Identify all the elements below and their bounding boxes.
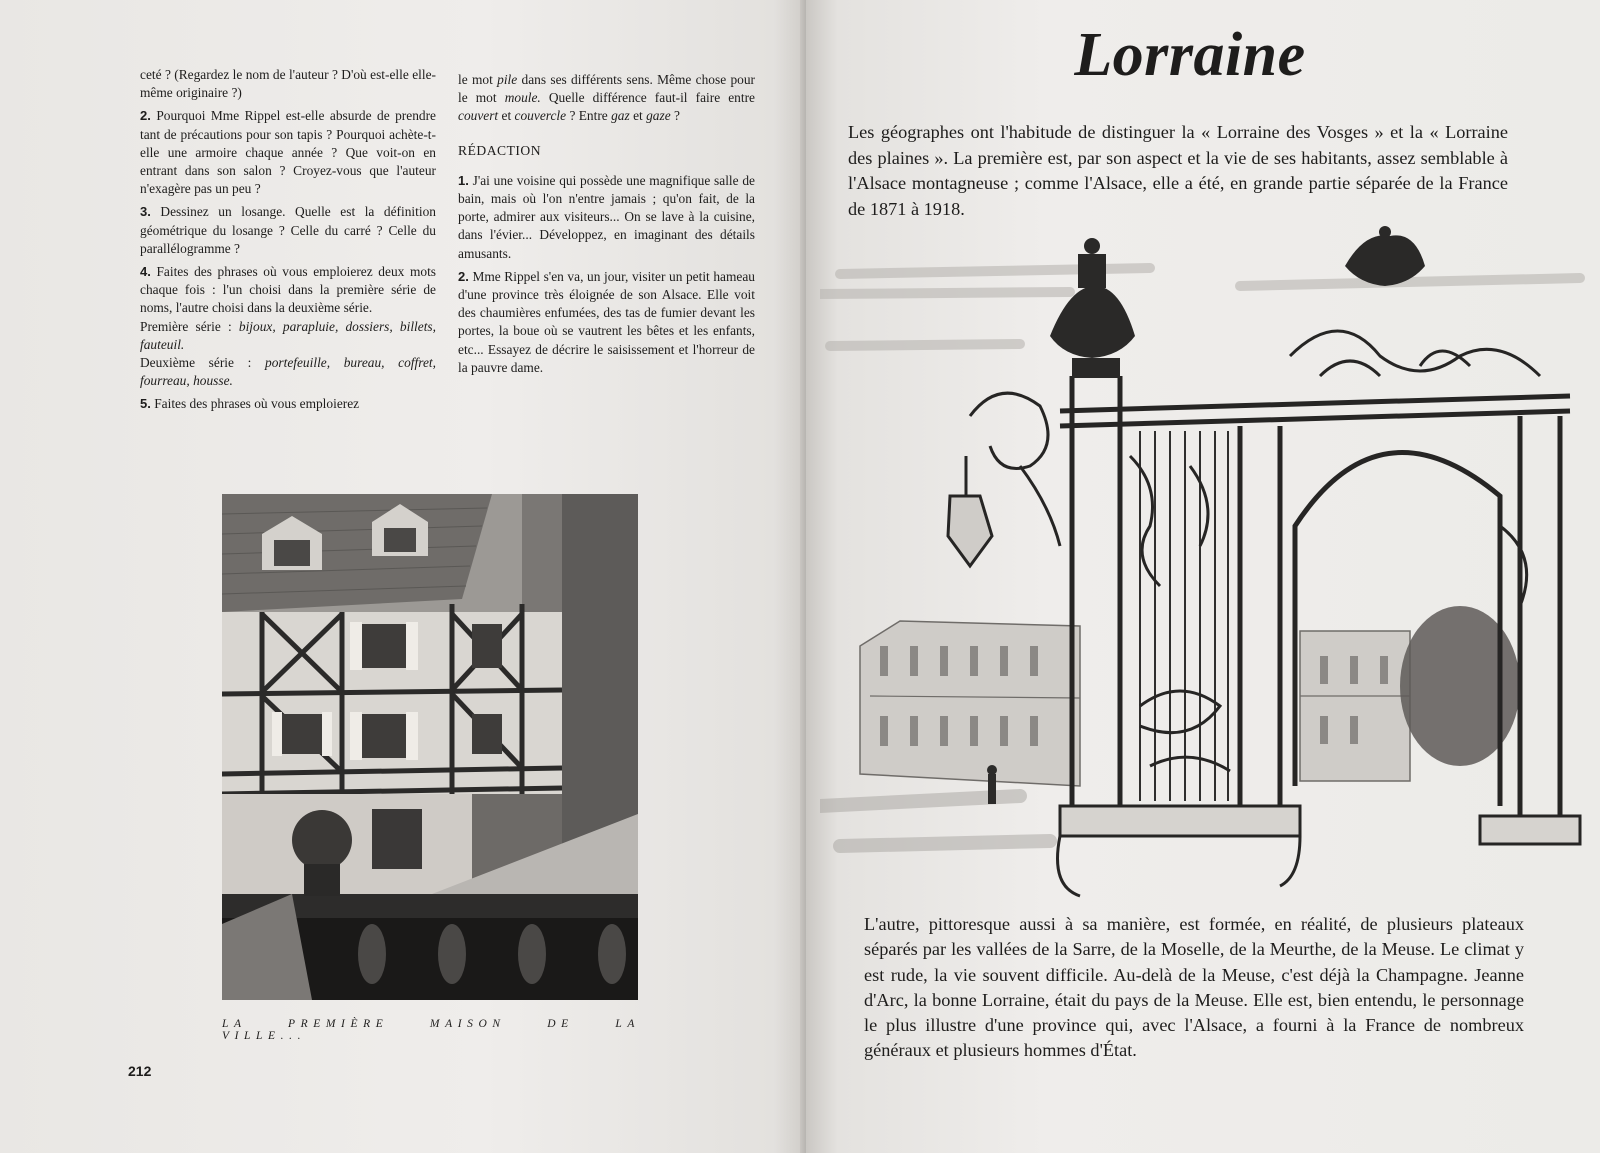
question-text: Faites des phrases où vous emploierez deux mots chaque fois : l'un choisi dans la première série de noms, l'autre choisi dans la deuxième série.: [140, 264, 436, 316]
half-timbered-house-photo: [222, 494, 638, 1000]
text-run: et: [501, 108, 512, 124]
question-number: 3.: [140, 204, 151, 220]
question-text: Faites des phrases où vous emploierez: [154, 396, 360, 412]
word-pile: pile: [497, 72, 518, 87]
redaction-heading: RÉDACTION: [458, 142, 542, 158]
series-label: Deuxième série :: [140, 355, 252, 371]
item-number: 1.: [458, 172, 469, 188]
exercise-column-left: [140, 66, 436, 419]
exercise-question-5: [140, 395, 436, 413]
body-paragraph: L'autre, pittoresque aussi à sa manière, est formée, en réalité, de plusieurs plateaux séparés par les vallées de la Sarre, de la Moselle, de la Meurthe, de la Meuse. Le climat y est rude, la vie souvent difficile. Au-delà de la Meuse, c'est déjà la Champagne. Jeanne d'Arc, la bonne Lorraine, était du pays de la Meuse. Elle est, bien entendu, le personnage le plus illustre d'une province qui, avec l'Alsace, a fourni à la France de nombreux généraux et plusieurs hommes d'État.: [864, 914, 1524, 1061]
text-run: le mot: [458, 72, 493, 87]
item-number: 2.: [458, 268, 469, 284]
series-one: [140, 318, 436, 354]
place-stanislas-gate-illustration: [820, 226, 1600, 926]
word-couvert: couvert: [458, 108, 499, 124]
exercise-text: ceté ? (Regardez le nom de l'auteur ? D'où est-elle elle-même originaire ?): [140, 67, 436, 101]
series-two: [140, 354, 436, 390]
redaction-item-1: [458, 172, 755, 263]
series-label: Première série :: [140, 318, 232, 334]
series-words: portefeuille, bureau, coffret, fourreau, housse.: [140, 355, 436, 389]
exercise-continuation: [458, 71, 755, 126]
exercise-question-3: [140, 203, 436, 258]
chapter-title: Lorraine: [1074, 21, 1306, 89]
text-run: ? Entre: [569, 108, 608, 124]
question-number: 5.: [140, 396, 151, 412]
text-run: dans ses différents sens. Même chose pour le mot: [458, 72, 755, 106]
word-gaze: gaze: [646, 108, 671, 124]
question-number: 2.: [140, 108, 151, 124]
exercise-question-4: [140, 263, 436, 318]
series-words: bijoux, parapluie, dossiers, billets, fauteuil.: [140, 318, 436, 352]
question-text: Pourquoi Mme Rippel est-elle absurde de prendre tant de précautions pour son tapis ? Pourquoi achète-t-elle une armoire chaque année ? Que voit-on en entrant dans son salon ? Croyez-vous que l'auteur n'exagère pas un peu ?: [140, 108, 436, 197]
text-run: Quelle différence faut-il faire entre: [548, 90, 755, 106]
item-text: J'ai une voisine qui possède une magnifique salle de bain, mais où l'on n'entre jamais ; qu'on fait, de la porte, admirer aux visiteurs... On se lave à la cuisine, dans l'évier... Développez, en imaginant des détails amusants.: [458, 172, 755, 261]
text-run: ?: [674, 108, 680, 124]
item-text: Mme Rippel s'en va, un jour, visiter un petit hameau d'une province très éloignée de son Alsace. Elle voit des chaumières enfumées, des tas de fumier devant les portes, la boue où se vautrent les bêtes et les enfants, etc... Essayez de décrire le saisissement et l'horreur de la pauvre dame.: [458, 268, 755, 375]
text-run: et: [633, 108, 643, 124]
exercise-question-2: [140, 107, 436, 198]
page-number: 212: [128, 1063, 152, 1079]
word-gaz: gaz: [611, 108, 630, 124]
question-text: Dessinez un losange. Quelle est la définition géométrique du losange ? Celle du carré ? Celle du parallélogramme ?: [140, 204, 436, 256]
photo-caption: LA PREMIÈRE MAISON DE LA VILLE...: [222, 1018, 640, 1042]
intro-paragraph: Les géographes ont l'habitude de distinguer la « Lorraine des Vosges » et la « Lorraine des plaines ». La première est, par son aspect et la vie de ses habitants, assez semblable à l'Alsace montagneuse ; comme l'Alsace, elle a été, en grande partie séparée de la France de 1871 à 1918.: [848, 122, 1508, 219]
word-couvercle: couvercle: [514, 108, 567, 124]
question-number: 4.: [140, 264, 151, 280]
word-moule: moule.: [504, 90, 541, 106]
exercise-column-right: [458, 71, 755, 382]
redaction-item-2: [458, 268, 755, 377]
